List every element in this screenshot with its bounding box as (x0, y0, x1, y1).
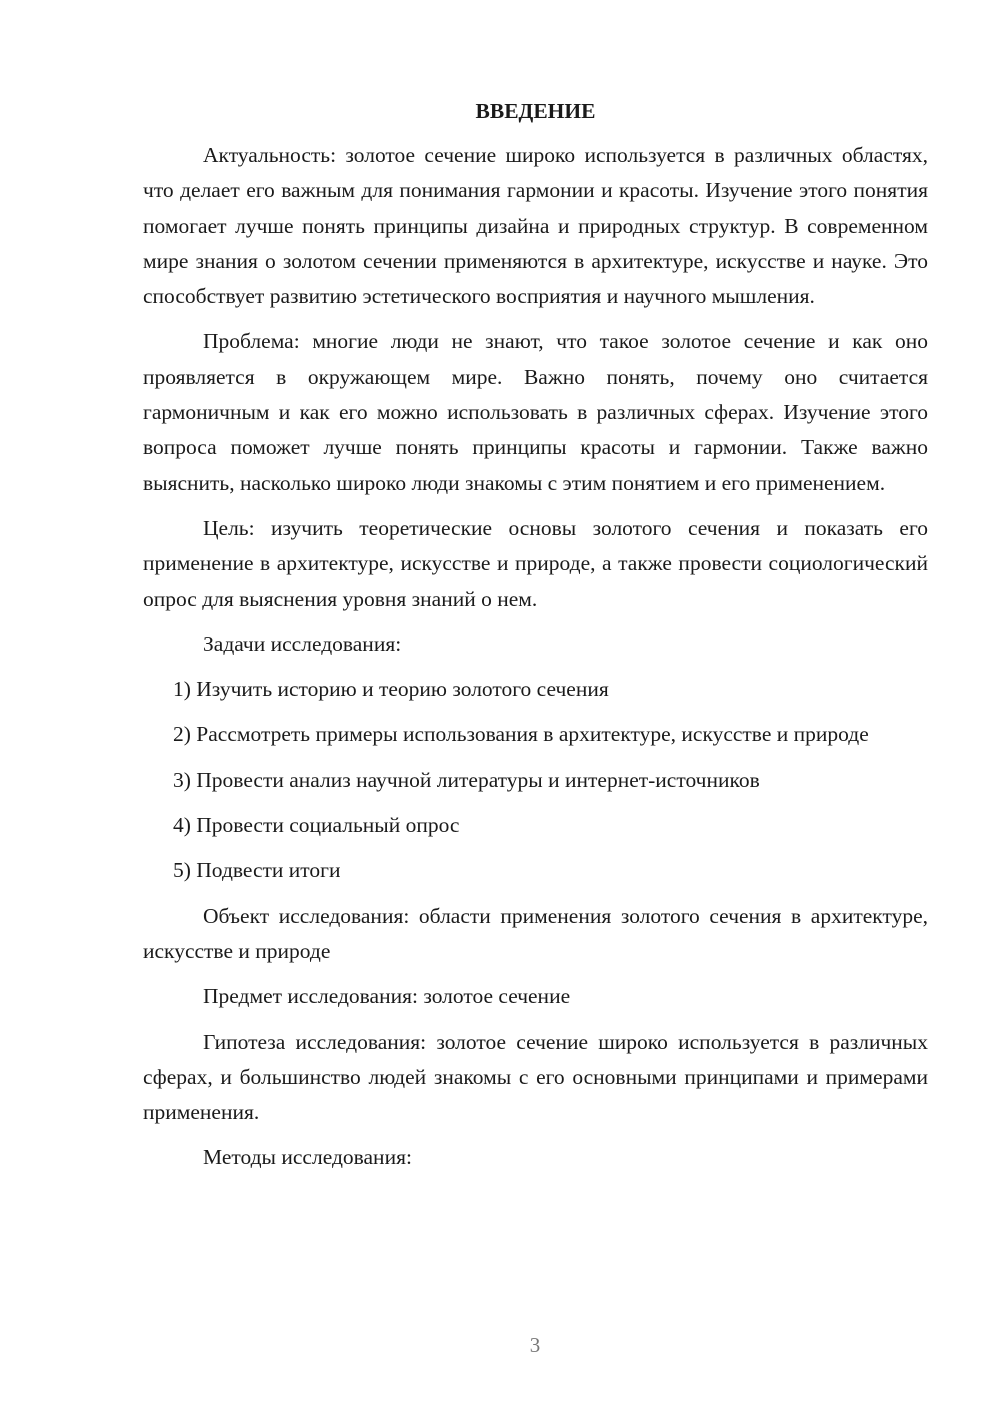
tasks-title: Задачи исследования: (203, 631, 402, 656)
task-item-4: 4) Провести социальный опрос (173, 813, 460, 838)
object-paragraph: Объект исследования: области применения золотого сечения в архитектуре, искусстве и природе (143, 903, 928, 963)
page-content (143, 94, 928, 1186)
hypothesis-paragraph: Гипотеза исследования: золотое сечение широко используется в различных сферах, и большинство людей знакомы с его основными принципами и примерами применения. (143, 1029, 928, 1125)
task-item-3: 3) Провести анализ научной литературы и интернет-источников (173, 767, 760, 792)
problem-paragraph: Проблема: многие люди не знают, что такое золотое сечение и как оно проявляется в окружающем мире. Важно понять, почему оно считается гармоничным и как его можно использовать в различных сферах. Изучение этого вопроса поможет лучше понять принципы красоты и гармонии. Также важно выяснить, насколько широко люди знакомы с этим понятием и его применением. (143, 329, 928, 495)
goal-paragraph: Цель: изучить теоретические основы золотого сечения и показать его применение в архитектуре, искусстве и природе, а также провести социологический опрос для выяснения уровня знаний о нем. (143, 515, 928, 611)
task-item-1: 1) Изучить историю и теорию золотого сечения (173, 677, 609, 702)
task-item-5: 5) Подвести итоги (173, 858, 341, 883)
relevance-paragraph: Актуальность: золотое сечение широко используется в различных областях, что делает его важным для понимания гармонии и красоты. Изучение этого понятия помогает лучше понять принципы дизайна и природных структур. В современном мире знания о золотом сечении применяются в архитектуре, искусстве и науке. Это способствует развитию эстетического восприятия и научного мышления. (143, 143, 928, 309)
section-heading: ВВЕДЕНИЕ (475, 99, 596, 123)
subject-paragraph: Предмет исследования: золотое сечение (203, 984, 571, 1009)
methods-title: Методы исследования: (203, 1145, 412, 1170)
task-item-2: 2) Рассмотреть примеры использования в архитектуре, искусстве и природе (173, 722, 869, 747)
page-number: 3 (529, 1333, 541, 1357)
